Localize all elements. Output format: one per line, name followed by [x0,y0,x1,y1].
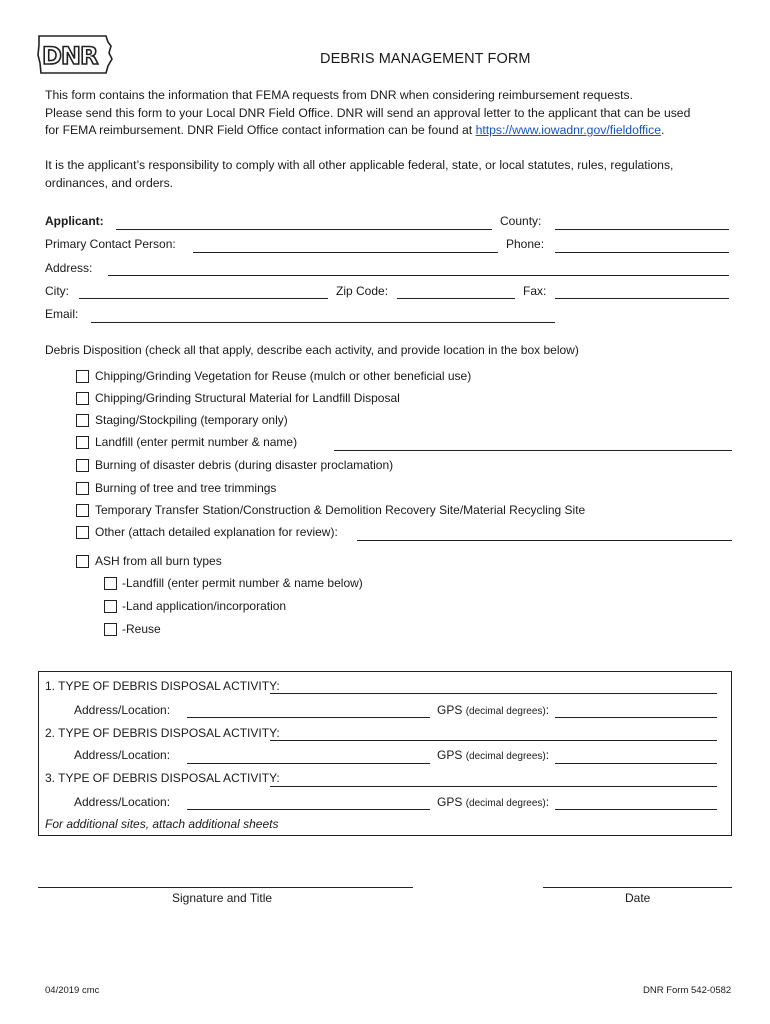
checkbox-staging[interactable] [76,414,89,427]
activity-1-address-label: Address/Location: [74,703,171,717]
activity-2-gps-field[interactable] [555,763,717,764]
disposition-heading: Debris Disposition (check all that apply, describe each activity, and provide location in the box below) [45,343,579,357]
checkbox-ash-reuse[interactable] [104,623,117,636]
city-label: City: [45,284,69,298]
gps-note: (decimal degrees) [465,798,546,809]
checkbox-chipping-structural[interactable] [76,392,89,405]
activity-1-gps-label [437,703,549,717]
activity-2-address-label: Address/Location: [74,748,171,762]
activity-1-gps-field[interactable] [555,717,717,718]
gps-note: (decimal degrees) [465,751,546,762]
activity-3-address-label: Address/Location: [74,795,171,809]
activity-1-type-label: 1. TYPE OF DEBRIS DISPOSAL ACTIVITY: [45,679,280,693]
field-office-link[interactable]: https://www.iowadnr.gov/fieldoffice [475,123,661,137]
dnr-logo [36,33,116,77]
date-label: Date [625,891,651,905]
intro-line-4: It is the applicant’s responsibility to comply with all other applicable federal, state, or local statutes, rules, regulations, [45,158,674,172]
phone-label: Phone: [506,237,545,251]
fax-label: Fax: [523,284,547,298]
gps-colon: : [545,748,550,762]
intro-line-3-suffix: . [661,123,665,137]
activity-3-gps-label [437,795,549,809]
zip-label: Zip Code: [336,284,389,298]
landfill-permit-field[interactable] [334,450,732,451]
activity-3-type-field[interactable] [270,786,717,787]
gps-colon: : [545,795,550,809]
activity-3-type-label: 3. TYPE OF DEBRIS DISPOSAL ACTIVITY: [45,771,280,785]
activity-2-type-field[interactable] [270,740,717,741]
activity-1-type-field[interactable] [270,693,717,694]
activity-3-address-field[interactable] [187,809,430,810]
checkbox-burning-trees[interactable] [76,482,89,495]
footer-revision: 04/2019 cmc [45,985,100,996]
option-ash: ASH from all burn types [95,554,222,568]
checkbox-ash[interactable] [76,555,89,568]
intro-line-3-prefix: for FEMA reimbursement. DNR Field Office contact information can be found at [45,123,476,137]
intro-line-1: This form contains the information that FEMA requests from DNR when considering reimbursement requests. [45,88,633,102]
email-field[interactable] [91,322,555,323]
signature-field[interactable] [38,887,413,888]
gps-label: GPS [437,703,463,717]
checkbox-ash-land-application[interactable] [104,600,117,613]
gps-note: (decimal degrees) [465,706,546,717]
county-field[interactable] [555,229,729,230]
page-title: DEBRIS MANAGEMENT FORM [320,51,531,67]
gps-colon: : [545,703,550,717]
option-chipping-vegetation: Chipping/Grinding Vegetation for Reuse (mulch or other beneficial use) [95,369,472,383]
checkbox-ash-landfill[interactable] [104,577,117,590]
option-burning-trees: Burning of tree and tree trimmings [95,481,277,495]
option-other: Other (attach detailed explanation for review): [95,525,338,539]
iowa-state-outline-icon [36,33,116,77]
checkbox-landfill[interactable] [76,436,89,449]
footer-form-number: DNR Form 542-0582 [643,985,732,996]
activity-2-type-label: 2. TYPE OF DEBRIS DISPOSAL ACTIVITY: [45,726,280,740]
gps-label: GPS [437,748,463,762]
phone-field[interactable] [555,252,729,253]
county-label: County: [500,214,542,228]
option-ash-land-application: -Land application/incorporation [122,599,287,613]
city-field[interactable] [79,298,328,299]
option-burning-disaster: Burning of disaster debris (during disaster proclamation) [95,458,394,472]
primary-contact-label: Primary Contact Person: [45,237,176,251]
option-transfer-station: Temporary Transfer Station/Construction & Demolition Recovery Site/Material Recycling Site [95,503,586,517]
applicant-field[interactable] [116,229,492,230]
date-field[interactable] [543,887,732,888]
signature-label: Signature and Title [172,891,273,905]
activity-2-address-field[interactable] [187,763,430,764]
primary-contact-field[interactable] [193,252,498,253]
activity-1-address-field[interactable] [187,717,430,718]
option-staging: Staging/Stockpiling (temporary only) [95,413,288,427]
email-label: Email: [45,307,79,321]
option-ash-landfill: -Landfill (enter permit number & name below) [122,576,363,590]
applicant-label: Applicant: [45,214,104,228]
other-explanation-field[interactable] [357,540,732,541]
checkbox-chipping-vegetation[interactable] [76,370,89,383]
checkbox-other[interactable] [76,526,89,539]
intro-line-3 [45,121,664,139]
address-field[interactable] [108,275,729,276]
checkbox-burning-disaster[interactable] [76,459,89,472]
gps-label: GPS [437,795,463,809]
option-chipping-structural: Chipping/Grinding Structural Material for Landfill Disposal [95,391,400,405]
activity-2-gps-label [437,748,549,762]
additional-sites-note: For additional sites, attach additional sheets [45,817,279,831]
option-ash-reuse: -Reuse [122,622,161,636]
fax-field[interactable] [555,298,729,299]
address-label: Address: [45,261,93,275]
activity-3-gps-field[interactable] [555,809,717,810]
intro-line-2: Please send this form to your Local DNR Field Office. DNR will send an approval letter to the applicant that can be used [45,106,691,120]
checkbox-transfer-station[interactable] [76,504,89,517]
zip-field[interactable] [397,298,515,299]
option-landfill: Landfill (enter permit number & name) [95,435,298,449]
intro-line-5: ordinances, and orders. [45,176,174,190]
logo-text: DNR [42,42,98,70]
